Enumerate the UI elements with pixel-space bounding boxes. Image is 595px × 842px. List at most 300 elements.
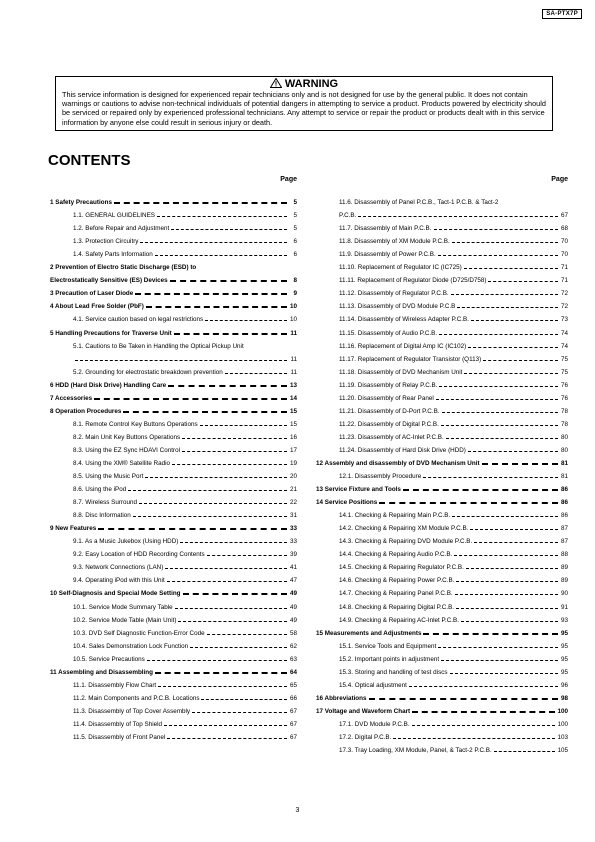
toc-leader-dots — [200, 425, 287, 426]
toc-leader-dots — [164, 725, 287, 726]
toc-entry[interactable] — [316, 428, 568, 441]
toc-entry[interactable] — [50, 624, 297, 637]
toc-entry-title: 8.6. Using the iPod — [73, 486, 127, 494]
toc-entry[interactable] — [316, 597, 568, 610]
toc-entry-page: 87 — [560, 525, 568, 533]
toc-entry-page: 49 — [289, 590, 297, 598]
toc-entry-title: 6 HDD (Hard Disk Drive) Handling Care — [50, 381, 167, 389]
toc-entry-page: 70 — [560, 251, 568, 259]
toc-entry-title: 11.8. Disassembly of XM Module P.C.B. — [339, 238, 450, 246]
toc-entry-title: 12.1. Disassembly Procedure — [339, 473, 422, 481]
toc-entry-page: 13 — [289, 381, 297, 389]
toc-entry-title: 17.2. Digital P.C.B. — [339, 733, 392, 741]
toc-entry-page: 72 — [560, 303, 568, 311]
toc-leader-dots — [450, 673, 558, 674]
toc-entry-page: 81 — [560, 473, 568, 481]
toc-entry[interactable] — [50, 715, 297, 728]
toc-entry[interactable] — [50, 232, 297, 245]
toc-entry[interactable] — [316, 389, 568, 402]
toc-leader-dots — [436, 399, 558, 400]
toc-entry-page: 62 — [289, 642, 297, 650]
toc-leader-dots — [167, 738, 287, 739]
toc-leader-dots — [94, 398, 287, 400]
toc-entry-page: 95 — [560, 629, 568, 637]
toc-entry-page: 88 — [560, 551, 568, 559]
toc-entry-page: 17 — [289, 446, 297, 454]
toc-leader-dots — [412, 725, 556, 726]
toc-entry-title: 11.13. Disassembly of DVD Module P.C.B — [339, 303, 456, 311]
toc-entry[interactable] — [50, 519, 297, 532]
toc-entry-page: 21 — [289, 486, 297, 494]
toc-entry-page: 91 — [560, 603, 568, 611]
toc-entry-title: 14.9. Checking & Repairing AC-Inlet P.C.B. — [339, 616, 459, 624]
toc-leader-dots — [165, 568, 287, 569]
toc-leader-dots — [175, 608, 287, 609]
toc-entry-title: 12 Assembly and disassembly of DVD Mechanism Unit — [316, 459, 480, 467]
toc-entry-page: 33 — [289, 525, 297, 533]
toc-entry[interactable] — [50, 597, 297, 610]
toc-entry-page: 10 — [289, 303, 297, 311]
toc-entry-page: 86 — [560, 512, 568, 520]
toc-entry[interactable] — [50, 650, 297, 663]
toc-leader-dots — [464, 373, 558, 374]
toc-entry-title: 10.1. Service Mode Summary Table — [73, 603, 173, 611]
toc-leader-dots — [128, 490, 287, 491]
toc-entry-title: 11.19. Disassembly of Relay P.C.B. — [339, 381, 438, 389]
toc-entry-page: 9 — [293, 290, 297, 298]
toc-entry-page: 66 — [289, 694, 297, 702]
toc-entry[interactable] — [316, 363, 568, 376]
toc-entry[interactable] — [316, 232, 568, 245]
toc-entry-page: 49 — [289, 616, 297, 624]
toc-entry[interactable] — [316, 545, 568, 558]
toc-entry-title: 11.7. Disassembly of Main P.C.B. — [339, 225, 432, 233]
toc-entry-title: 11.24. Disassembly of Hard Disk Drive (HDD) — [339, 446, 466, 454]
toc-entry-page: 78 — [560, 407, 568, 415]
toc-entry[interactable] — [316, 493, 568, 506]
toc-entry[interactable] — [50, 271, 297, 284]
toc-entry[interactable] — [316, 454, 568, 467]
toc-entry-page: 71 — [560, 264, 568, 272]
toc-entry-title: 1.3. Protection Circuitry — [73, 238, 139, 246]
toc-entry-page: 5 — [293, 212, 297, 220]
toc-leader-dots — [441, 660, 558, 661]
toc-entry[interactable] — [50, 637, 297, 650]
toc-entry[interactable] — [316, 558, 568, 571]
toc-entry[interactable] — [50, 415, 297, 428]
toc-entry-page: 86 — [560, 499, 568, 507]
toc-entry[interactable] — [50, 545, 297, 558]
toc-leader-dots — [182, 451, 287, 452]
toc-leader-dots — [423, 633, 558, 635]
toc-entry[interactable] — [316, 323, 568, 336]
toc-entry-title: 8.8. Disc Information — [73, 512, 131, 520]
toc-entry[interactable] — [50, 689, 297, 702]
toc-leader-dots — [190, 647, 287, 648]
toc-entry-page: 16 — [289, 433, 297, 441]
toc-left-list — [50, 193, 297, 741]
toc-entry[interactable] — [316, 350, 568, 363]
toc-entry[interactable] — [50, 258, 297, 271]
toc-entry[interactable] — [316, 624, 568, 637]
toc-entry-title: 8.3. Using the EZ Sync HDAVI Control — [73, 446, 180, 454]
toc-entry[interactable] — [316, 480, 568, 493]
toc-leader-dots — [466, 568, 558, 569]
toc-entry[interactable] — [50, 480, 297, 493]
warning-heading — [62, 78, 546, 90]
toc-entry-title: 11.21. Disassembly of D-Port P.C.B. — [339, 407, 440, 415]
toc-entry[interactable] — [316, 519, 568, 532]
toc-leader-dots — [434, 229, 558, 230]
toc-leader-dots — [438, 647, 558, 648]
toc-entry-title: 9.4. Operating iPod with this Unit — [73, 577, 165, 585]
toc-entry-title: 11.16. Replacement of Digital Amp IC (IC102) — [339, 342, 467, 350]
toc-entry-title: 14.7. Checking & Repairing Panel P.C.B. — [339, 590, 453, 598]
toc-entry-page: 80 — [560, 433, 568, 441]
toc-leader-dots — [155, 672, 287, 674]
toc-entry-page: 90 — [560, 590, 568, 598]
toc-entry[interactable] — [316, 337, 568, 350]
toc-leader-dots — [412, 711, 555, 713]
toc-entry-title: 10.3. DVD Self Diagnostic Function-Error Code — [73, 629, 205, 637]
toc-entry[interactable] — [50, 337, 297, 350]
toc-entry-title: 14.8. Checking & Repairing Digital P.C.B. — [339, 603, 455, 611]
toc-entry-page: 80 — [560, 446, 568, 454]
toc-entry-page: 39 — [289, 551, 297, 559]
toc-leader-dots — [201, 699, 287, 700]
toc-entry-title: 11.5. Disassembly of Front Panel — [73, 733, 166, 741]
toc-entry-title: 1.1. GENERAL GUIDELINES — [73, 212, 156, 220]
toc-entry[interactable] — [316, 402, 568, 415]
toc-entry-title: 2 Prevention of Electro Static Discharge (ESD) to — [50, 264, 197, 272]
toc-entry-title: 17.1. DVD Module P.C.B. — [339, 720, 410, 728]
toc-entry-title: 15.3. Storing and handling of test discs — [339, 668, 448, 676]
toc-leader-dots — [455, 594, 558, 595]
toc-entry[interactable] — [316, 376, 568, 389]
toc-entry[interactable] — [50, 402, 297, 415]
toc-leader-dots — [207, 555, 287, 556]
toc-leader-dots — [146, 306, 287, 308]
toc-leader-dots — [461, 621, 558, 622]
toc-entry-page: 89 — [560, 577, 568, 585]
toc-entry-page: 68 — [560, 225, 568, 233]
toc-leader-dots — [172, 464, 287, 465]
toc-entry-title: 8 Operation Procedures — [50, 407, 122, 415]
toc-entry[interactable] — [316, 284, 568, 297]
toc-entry[interactable] — [50, 467, 297, 480]
toc-entry[interactable] — [316, 571, 568, 584]
toc-entry[interactable] — [316, 728, 568, 741]
toc-entry[interactable] — [316, 258, 568, 271]
toc-entry-title: 17 Voltage and Waveform Chart — [316, 707, 411, 715]
toc-entry-title: 14 Service Positions — [316, 499, 378, 507]
toc-entry[interactable] — [316, 702, 568, 715]
toc-leader-dots — [170, 280, 287, 282]
page-column-header-left: Page — [280, 176, 297, 183]
toc-entry-title: 11.3. Disassembly of Top Cover Assembly — [73, 707, 191, 715]
toc-entry-title: 15 Measurements and Adjustments — [316, 629, 422, 637]
toc-entry-page: 11 — [290, 329, 297, 337]
toc-entry-page: 70 — [560, 238, 568, 246]
toc-entry-title: 3 Precaution of Laser Diode — [50, 290, 134, 298]
toc-entry[interactable] — [50, 245, 297, 258]
toc-leader-dots — [358, 216, 558, 217]
toc-entry[interactable] — [316, 271, 568, 284]
toc-entry-page: 67 — [289, 720, 297, 728]
toc-leader-dots — [167, 581, 287, 582]
toc-entry[interactable] — [50, 493, 297, 506]
toc-entry[interactable] — [50, 611, 297, 624]
toc-leader-dots — [114, 202, 287, 204]
toc-entry-title: 8.7. Wireless Surround — [73, 499, 138, 507]
toc-entry-title: 7 Accessories — [50, 394, 93, 402]
toc-entry[interactable] — [316, 584, 568, 597]
toc-entry[interactable] — [316, 441, 568, 454]
toc-leader-dots — [183, 593, 287, 595]
toc-entry-page: 6 — [293, 238, 297, 246]
toc-entry-title: 14.3. Checking & Repairing DVD Module P.C.B. — [339, 538, 473, 546]
toc-entry[interactable] — [316, 245, 568, 258]
toc-entry-page: 76 — [560, 394, 568, 402]
toc-entry[interactable] — [316, 715, 568, 728]
toc-entry-page: 100 — [557, 720, 568, 728]
page-number: 3 — [295, 807, 300, 814]
toc-entry[interactable] — [316, 637, 568, 650]
toc-entry-page: 67 — [289, 707, 297, 715]
toc-entry-title: 10 Self-Diagnosis and Special Mode Setting — [50, 590, 181, 598]
toc-entry-title: 8.1. Remote Control Key Buttons Operations — [73, 420, 198, 428]
toc-entry-title: 8.2. Main Unit Key Buttons Operations — [73, 433, 181, 441]
toc-entry[interactable] — [50, 454, 297, 467]
toc-entry-title: 16 Abbreviations — [316, 694, 367, 702]
toc-entry[interactable] — [50, 532, 297, 545]
toc-entry-title: 11.14. Disassembly of Wireless Adapter P.C.B. — [339, 316, 469, 324]
toc-entry-title: 11.22. Disassembly of Digital P.C.B. — [339, 420, 439, 428]
toc-entry-page: 11 — [290, 368, 297, 376]
toc-entry-title: 11 Assembling and Disassembling — [50, 668, 154, 676]
toc-entry-page: 19 — [289, 459, 297, 467]
toc-leader-dots — [456, 581, 558, 582]
toc-entry-page: 10 — [289, 316, 297, 324]
toc-right-column — [316, 175, 568, 754]
toc-entry[interactable] — [50, 728, 297, 741]
contents-title: CONTENTS — [48, 152, 131, 169]
warning-text: This service information is designed for experienced repair technicians only and is not designed for use by the general public. It does not contain warnings or cautions to advise non-technical individuals of potential dangers in attempting to service a product. Products powered by electricity should be serviced or repaired only by experienced professional technicians. Any attempt to service or repair the product or products dealt with in this service information by anyone else could result in serious injury or death. — [62, 90, 546, 127]
toc-entry-title: Electrostatically Sensitive (ES) Devices — [50, 277, 168, 285]
toc-entry[interactable] — [50, 663, 297, 676]
warning-triangle-icon — [270, 78, 282, 88]
toc-entry[interactable] — [316, 467, 568, 480]
toc-leader-dots — [423, 477, 558, 478]
toc-entry-page: 74 — [560, 342, 568, 350]
toc-leader-dots — [135, 293, 287, 295]
toc-leader-dots — [457, 307, 558, 308]
toc-leader-dots — [133, 516, 287, 517]
model-code-badge: SA-PTX7P — [542, 9, 582, 19]
toc-leader-dots — [158, 686, 287, 687]
toc-leader-dots — [393, 738, 555, 739]
toc-entry[interactable] — [316, 611, 568, 624]
toc-entry-title: 11.6. Disassembly of Panel P.C.B., Tact-1 P.C.B. & Tact-2 — [339, 199, 499, 207]
toc-entry[interactable] — [50, 297, 297, 310]
toc-leader-dots — [178, 621, 287, 622]
toc-leader-dots — [145, 477, 287, 478]
toc-entry-title: 5 Handling Precautions for Traverse Unit — [50, 329, 172, 337]
toc-entry-title: 11.9. Disassembly of Power P.C.B. — [339, 251, 436, 259]
toc-entry-title: 9 New Features — [50, 525, 97, 533]
toc-entry[interactable] — [50, 428, 297, 441]
toc-entry[interactable] — [50, 284, 297, 297]
toc-entry[interactable] — [50, 193, 297, 206]
warning-box — [55, 76, 553, 131]
toc-entry-title: 17.3. Tray Loading, XM Module, Panel, & Tact-2 P.C.B. — [339, 747, 492, 755]
toc-entry[interactable] — [50, 363, 297, 376]
toc-leader-dots — [225, 373, 287, 374]
toc-leader-dots — [442, 412, 558, 413]
toc-leader-dots — [452, 242, 558, 243]
toc-entry-page: 81 — [560, 459, 568, 467]
toc-leader-dots — [192, 712, 287, 713]
toc-entry-title: 11.12. Disassembly of Regulator P.C.B. — [339, 290, 449, 298]
toc-entry[interactable] — [316, 206, 568, 219]
toc-entry-page: 71 — [560, 277, 568, 285]
toc-leader-dots — [471, 320, 558, 321]
toc-entry-page: 67 — [289, 733, 297, 741]
toc-entry-page: 78 — [560, 420, 568, 428]
toc-entry-page: 49 — [289, 603, 297, 611]
toc-entry[interactable] — [316, 741, 568, 754]
toc-entry-page: 5 — [293, 199, 297, 207]
toc-entry[interactable] — [316, 506, 568, 519]
toc-entry-title: 15.2. Important points in adjustment — [339, 655, 440, 663]
toc-entry[interactable] — [50, 571, 297, 584]
toc-leader-dots — [494, 751, 556, 752]
toc-leader-dots — [468, 451, 558, 452]
toc-leader-dots — [441, 425, 558, 426]
toc-entry[interactable] — [50, 206, 297, 219]
toc-entry-page: 73 — [560, 316, 568, 324]
toc-entry-page: 64 — [289, 668, 297, 676]
toc-leader-dots — [409, 686, 558, 687]
toc-entry-page: 11 — [290, 355, 297, 363]
toc-entry[interactable] — [316, 663, 568, 676]
toc-entry-page: 58 — [289, 629, 297, 637]
page-column-header-right: Page — [551, 176, 568, 183]
toc-entry-page: 41 — [289, 564, 297, 572]
toc-entry[interactable] — [316, 310, 568, 323]
toc-entry-title: 13 Service Fixture and Tools — [316, 486, 401, 494]
toc-entry-title: 9.1. As a Music Jukebox (Using HDD) — [73, 538, 179, 546]
toc-entry-page: 14 — [289, 394, 297, 402]
toc-entry-title: 1.4. Safety Parts Information — [73, 251, 153, 259]
toc-entry[interactable] — [316, 689, 568, 702]
toc-entry-page: 96 — [560, 681, 568, 689]
toc-entry-title: 11.18. Disassembly of DVD Mechanism Unit — [339, 368, 463, 376]
toc-entry-title: 11.4. Disassembly of Top Shield — [73, 720, 163, 728]
toc-entry[interactable] — [50, 389, 297, 402]
toc-entry[interactable] — [50, 219, 297, 232]
toc-leader-dots — [75, 360, 287, 361]
toc-entry-title: 4.1. Service caution based on legal restrictions — [73, 316, 204, 324]
toc-entry-title: 9.3. Network Connections (LAN) — [73, 564, 164, 572]
toc-leader-dots — [155, 255, 287, 256]
toc-entry-page: 47 — [289, 577, 297, 585]
toc-entry[interactable] — [50, 350, 297, 363]
toc-leader-dots — [451, 294, 558, 295]
toc-leader-dots — [482, 463, 558, 465]
toc-leader-dots — [171, 229, 287, 230]
toc-entry[interactable] — [50, 558, 297, 571]
toc-entry[interactable] — [50, 584, 297, 597]
toc-entry[interactable] — [316, 297, 568, 310]
toc-entry[interactable] — [50, 702, 297, 715]
toc-leader-dots — [474, 542, 558, 543]
toc-leader-dots — [182, 438, 287, 439]
toc-leader-dots — [140, 242, 287, 243]
toc-leader-dots — [139, 503, 287, 504]
toc-entry[interactable] — [316, 193, 568, 206]
toc-leader-dots — [470, 529, 558, 530]
toc-entry-page: 6 — [293, 251, 297, 259]
toc-entry[interactable] — [316, 650, 568, 663]
toc-entry[interactable] — [50, 323, 297, 336]
toc-entry-page: 86 — [560, 486, 568, 494]
toc-entry-page: 31 — [289, 512, 297, 520]
toc-entry[interactable] — [50, 376, 297, 389]
toc-leader-dots — [439, 334, 558, 335]
toc-entry[interactable] — [316, 415, 568, 428]
toc-entry-page: 75 — [560, 355, 568, 363]
toc-entry-page: 93 — [560, 616, 568, 624]
toc-entry-title: 5.1. Cautions to Be Taken in Handling the Optical Pickup Unit — [73, 342, 244, 350]
toc-entry-page: 95 — [560, 642, 568, 650]
toc-entry-title: 10.2. Service Mode Table (Main Unit) — [73, 616, 177, 624]
toc-entry-title: 14.2. Checking & Repairing XM Module P.C.B. — [339, 525, 469, 533]
toc-entry-title: 11.17. Replacement of Regulator Transistor (Q113) — [339, 355, 482, 363]
toc-entry-title: 11.2. Main Components and P.C.B. Locations — [73, 694, 200, 702]
toc-entry-page: 76 — [560, 381, 568, 389]
toc-left-column — [50, 175, 297, 741]
toc-entry-title: 5.2. Grounding for electrostatic breakdown prevention — [73, 368, 223, 376]
toc-leader-dots — [403, 489, 558, 491]
toc-entry-page: 74 — [560, 329, 568, 337]
toc-entry-page: 67 — [560, 212, 568, 220]
toc-entry[interactable] — [316, 532, 568, 545]
toc-entry-page: 5 — [293, 225, 297, 233]
toc-entry[interactable] — [50, 310, 297, 323]
toc-leader-dots — [464, 268, 558, 269]
toc-entry-title: 10.5. Service Precautions — [73, 655, 145, 663]
toc-entry-page: 22 — [289, 499, 297, 507]
toc-entry[interactable] — [50, 441, 297, 454]
toc-leader-dots — [174, 333, 287, 335]
toc-entry-page: 63 — [289, 655, 297, 663]
toc-entry-page: 15 — [289, 420, 297, 428]
toc-entry-title: 14.6. Checking & Repairing Power P.C.B. — [339, 577, 455, 585]
toc-entry-page: 103 — [557, 733, 568, 741]
toc-entry-page: 8 — [293, 277, 297, 285]
toc-entry[interactable] — [50, 506, 297, 519]
toc-entry[interactable] — [316, 676, 568, 689]
toc-entry-page: 100 — [557, 707, 568, 715]
toc-entry-title: 1 Safety Precautions — [50, 199, 112, 207]
toc-leader-dots — [439, 386, 558, 387]
toc-entry-page: 15 — [289, 407, 297, 415]
toc-entry[interactable] — [50, 676, 297, 689]
toc-leader-dots — [468, 347, 558, 348]
warning-title: WARNING — [284, 78, 339, 90]
toc-entry[interactable] — [316, 219, 568, 232]
